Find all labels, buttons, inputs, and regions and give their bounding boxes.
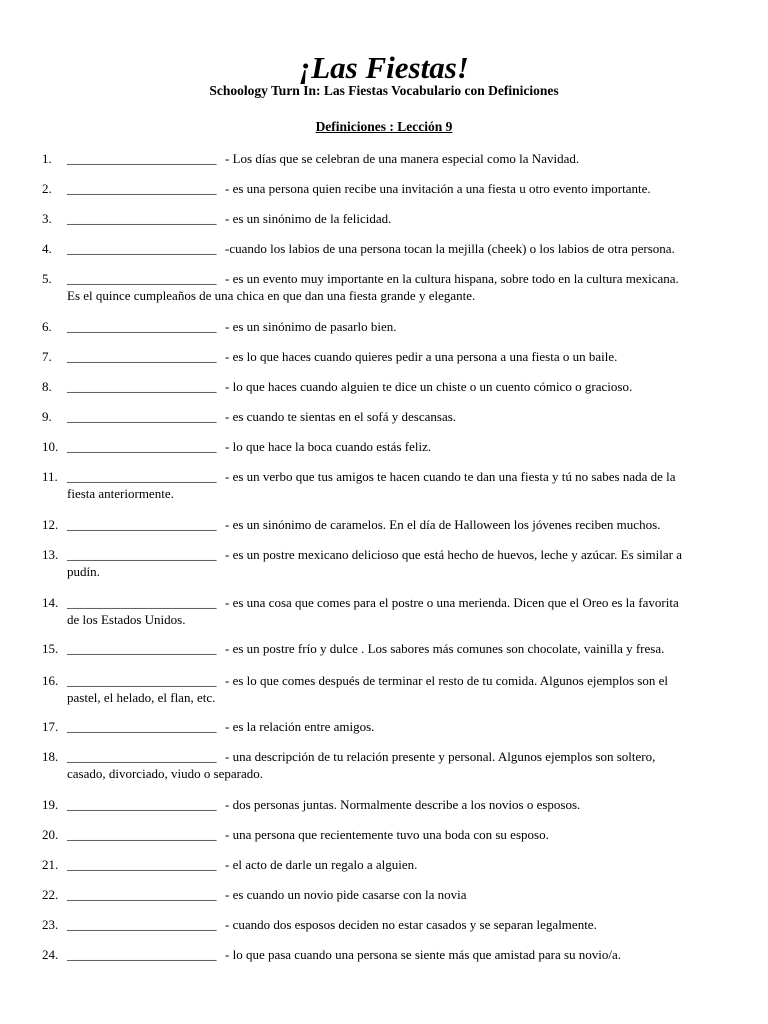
item-number: 5. (42, 271, 52, 286)
item-number: 14. (42, 595, 59, 610)
answer-blank[interactable]: _______________________ (67, 241, 217, 256)
definition-text: - una descripción de tu relación presente y personal. Algunos ejemplos son soltero, (225, 749, 656, 764)
definition-continuation: pastel, el helado, el flan, etc. (67, 690, 216, 705)
answer-blank[interactable]: _______________________ (67, 797, 217, 812)
item-number: 24. (42, 947, 59, 962)
item-number: 19. (42, 797, 59, 812)
definition-text: - es una persona quien recibe una invitación a una fiesta u otro evento importante. (225, 181, 651, 196)
answer-blank[interactable]: _______________________ (67, 827, 217, 842)
item-number: 4. (42, 241, 52, 256)
item-number: 9. (42, 409, 52, 424)
item-number: 8. (42, 379, 52, 394)
definition-continuation: pudín. (67, 564, 100, 579)
definition-text: - dos personas juntas. Normalmente describe a los novios o esposos. (225, 797, 581, 812)
definition-text: - es lo que comes después de terminar el resto de tu comida. Algunos ejemplos son el (225, 673, 668, 688)
definition-text: - el acto de darle un regalo a alguien. (225, 857, 418, 872)
item-number: 1. (42, 151, 52, 166)
answer-blank[interactable]: _______________________ (67, 439, 217, 454)
answer-blank[interactable]: _______________________ (67, 409, 217, 424)
item-number: 6. (42, 319, 52, 334)
definition-text: - es un sinónimo de pasarlo bien. (225, 319, 397, 334)
section-heading: Definiciones : Lección 9 (315, 119, 453, 134)
definition-text: - es una cosa que comes para el postre o una merienda. Dicen que el Oreo es la favorita (225, 595, 679, 610)
definition-text: - es un sinónimo de caramelos. En el día de Halloween los jóvenes reciben muchos. (225, 517, 661, 532)
item-number: 20. (42, 827, 59, 842)
definition-text: - es un postre mexicano delicioso que está hecho de huevos, leche y azúcar. Es similar a (225, 547, 683, 562)
page-subtitle: Schoology Turn In: Las Fiestas Vocabulario con Definiciones (209, 83, 559, 98)
item-number: 17. (42, 719, 59, 734)
item-number: 13. (42, 547, 59, 562)
definition-continuation: de los Estados Unidos. (67, 612, 186, 627)
item-number: 22. (42, 887, 59, 902)
answer-blank[interactable]: _______________________ (67, 379, 217, 394)
definition-text: - cuando dos esposos deciden no estar casados y se separan legalmente. (225, 917, 597, 932)
item-number: 16. (42, 673, 59, 688)
definition-text: - lo que hace la boca cuando estás feliz. (225, 439, 432, 454)
definition-text: - lo que haces cuando alguien te dice un chiste o un cuento cómico o gracioso. (225, 379, 633, 394)
item-number: 2. (42, 181, 52, 196)
definition-text: -cuando los labios de una persona tocan la mejilla (cheek) o los labios de otra persona. (225, 241, 675, 256)
answer-blank[interactable]: _______________________ (67, 319, 217, 334)
answer-blank[interactable]: _______________________ (67, 673, 217, 688)
definition-text: - es lo que haces cuando quieres pedir a una persona a una fiesta o un baile. (225, 349, 618, 364)
answer-blank[interactable]: _______________________ (67, 641, 217, 656)
definition-text: - Los días que se celebran de una manera especial como la Navidad. (225, 151, 580, 166)
definition-continuation: casado, divorciado, viudo o separado. (67, 766, 264, 781)
definition-text: - es la relación entre amigos. (225, 719, 375, 734)
answer-blank[interactable]: _______________________ (67, 857, 217, 872)
item-number: 12. (42, 517, 59, 532)
page-title: ¡Las Fiestas! (299, 50, 469, 85)
answer-blank[interactable]: _______________________ (67, 947, 217, 962)
answer-blank[interactable]: _______________________ (67, 349, 217, 364)
answer-blank[interactable]: _______________________ (67, 469, 217, 484)
definition-text: - lo que pasa cuando una persona se siente más que amistad para su novio/a. (225, 947, 622, 962)
answer-blank[interactable]: _______________________ (67, 271, 217, 286)
answer-blank[interactable]: _______________________ (67, 517, 217, 532)
definition-continuation: fiesta anteriormente. (67, 486, 174, 501)
item-number: 15. (42, 641, 59, 656)
answer-blank[interactable]: _______________________ (67, 887, 217, 902)
definition-text: - es cuando un novio pide casarse con la novia (225, 887, 467, 902)
item-number: 21. (42, 857, 59, 872)
definition-continuation: Es el quince cumpleaños de una chica en que dan una fiesta grande y elegante. (67, 288, 476, 303)
item-number: 11. (42, 469, 58, 484)
answer-blank[interactable]: _______________________ (67, 181, 217, 196)
answer-blank[interactable]: _______________________ (67, 595, 217, 610)
definition-text: - una persona que recientemente tuvo una boda con su esposo. (225, 827, 549, 842)
answer-blank[interactable]: _______________________ (67, 211, 217, 226)
definition-text: - es un verbo que tus amigos te hacen cuando te dan una fiesta y tú no sabes nada de la (225, 469, 676, 484)
item-number: 10. (42, 439, 59, 454)
definition-text: - es un sinónimo de la felicidad. (225, 211, 392, 226)
definition-text: - es un postre frío y dulce . Los sabores más comunes son chocolate, vainilla y fresa. (225, 641, 665, 656)
answer-blank[interactable]: _______________________ (67, 749, 217, 764)
item-number: 3. (42, 211, 52, 226)
definition-text: - es un evento muy importante en la cultura hispana, sobre todo en la cultura mexicana. (225, 271, 679, 286)
answer-blank[interactable]: _______________________ (67, 917, 217, 932)
item-number: 23. (42, 917, 59, 932)
item-number: 18. (42, 749, 59, 764)
answer-blank[interactable]: _______________________ (67, 151, 217, 166)
answer-blank[interactable]: _______________________ (67, 547, 217, 562)
answer-blank[interactable]: _______________________ (67, 719, 217, 734)
item-number: 7. (42, 349, 52, 364)
definition-text: - es cuando te sientas en el sofá y descansas. (225, 409, 457, 424)
